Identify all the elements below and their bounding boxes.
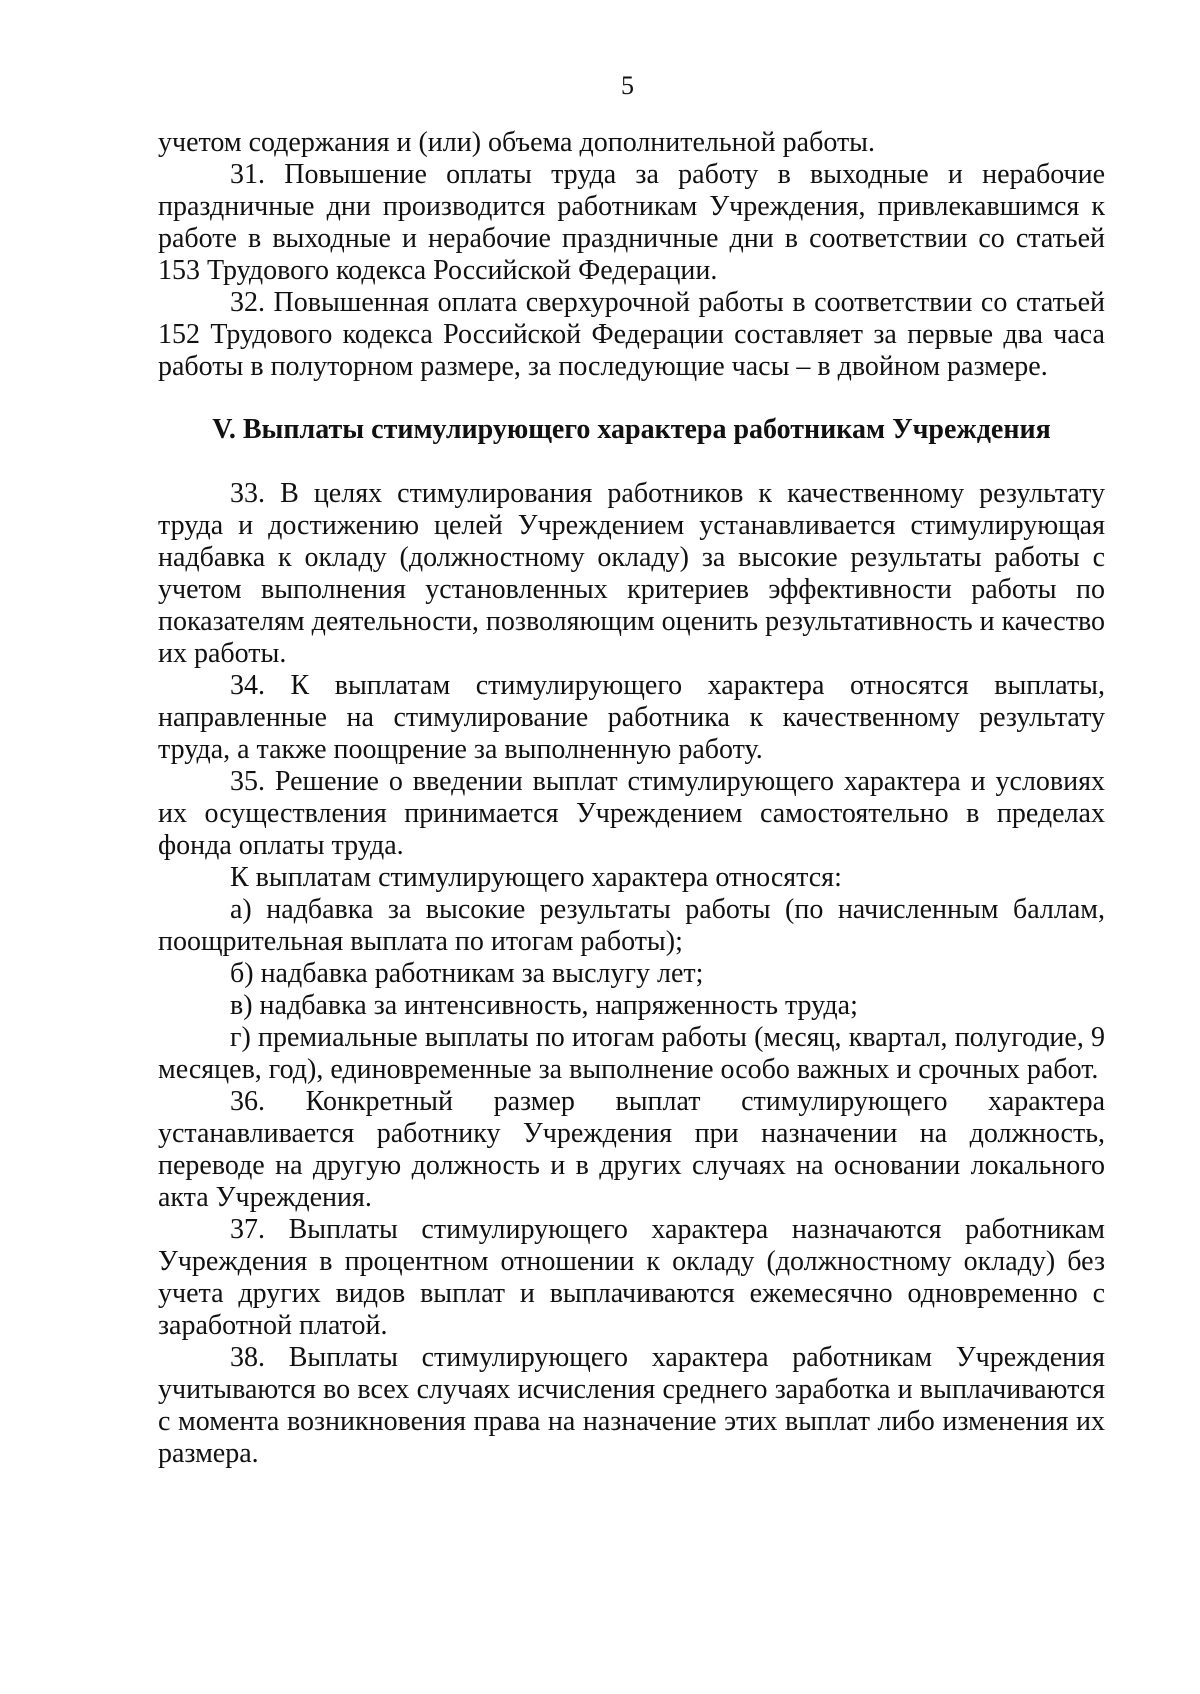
paragraph-33: 33. В целях стимулирования работников к качественному результату труда и достижению целей Учреждением устанавливается стимулирующая надбавка к окладу (должностному окладу) за высокие результаты работы с учетом выполнения установленных критериев эффективности работы по показателям деятельности, позволяющим оценить результативность и качество их работы. xyxy=(158,478,1105,669)
list-item-g: г) премиальные выплаты по итогам работы (месяц, квартал, полугодие, 9 месяцев, год), единовременные за выполнение особо важных и срочных работ. xyxy=(158,1022,1105,1085)
page-number: 5 xyxy=(621,71,634,100)
paragraph-list-intro: К выплатам стимулирующего характера относятся: xyxy=(230,862,842,893)
paragraph-38: 38. Выплаты стимулирующего характера работникам Учреждения учитываются во всех случаях исчисления среднего заработка и выплачиваются с момента возникновения права на назначение этих выплат либо изменения их размера. xyxy=(158,1342,1105,1469)
paragraph-37: 37. Выплаты стимулирующего характера назначаются работникам Учреждения в процентном отношении к окладу (должностному окладу) без учета других видов выплат и выплачиваются ежемесячно одновременно с заработной платой. xyxy=(158,1214,1105,1341)
document-body xyxy=(158,127,1105,1470)
paragraph-31: 31. Повышение оплаты труда за работу в выходные и нерабочие праздничные дни производится работникам Учреждения, привлекавшимся к работе в выходные и нерабочие праздничные дни в соответствии со статьей 153 Трудового кодекса Российской Федерации. xyxy=(158,159,1105,286)
list-item-v: в) надбавка за интенсивность, напряженность труда; xyxy=(230,990,858,1021)
paragraph-34: 34. К выплатам стимулирующего характера относятся выплаты, направленные на стимулирование работника к качественному результату труда, а также поощрение за выполненную работу. xyxy=(158,670,1105,765)
paragraph-32: 32. Повышенная оплата сверхурочной работы в соответствии со статьей 152 Трудового кодекса Российской Федерации составляет за первые два часа работы в полуторном размере, за последующие часы – в двойном размере. xyxy=(158,287,1105,382)
paragraph-35: 35. Решение о введении выплат стимулирующего характера и условиях их осуществления принимается Учреждением самостоятельно в пределах фонда оплаты труда. xyxy=(158,766,1105,861)
paragraph-continuation: учетом содержания и (или) объема дополнительной работы. xyxy=(158,127,875,158)
section-heading: V. Выплаты стимулирующего характера работникам Учреждения xyxy=(212,414,1051,445)
list-item-b: б) надбавка работникам за выслугу лет; xyxy=(230,958,704,989)
list-item-a: а) надбавка за высокие результаты работы (по начисленным баллам, поощрительная выплата по итогам работы); xyxy=(158,894,1105,957)
paragraph-36: 36. Конкретный размер выплат стимулирующего характера устанавливается работнику Учреждения при назначении на должность, переводе на другую должность и в других случаях на основании локального акта Учреждения. xyxy=(158,1086,1105,1213)
